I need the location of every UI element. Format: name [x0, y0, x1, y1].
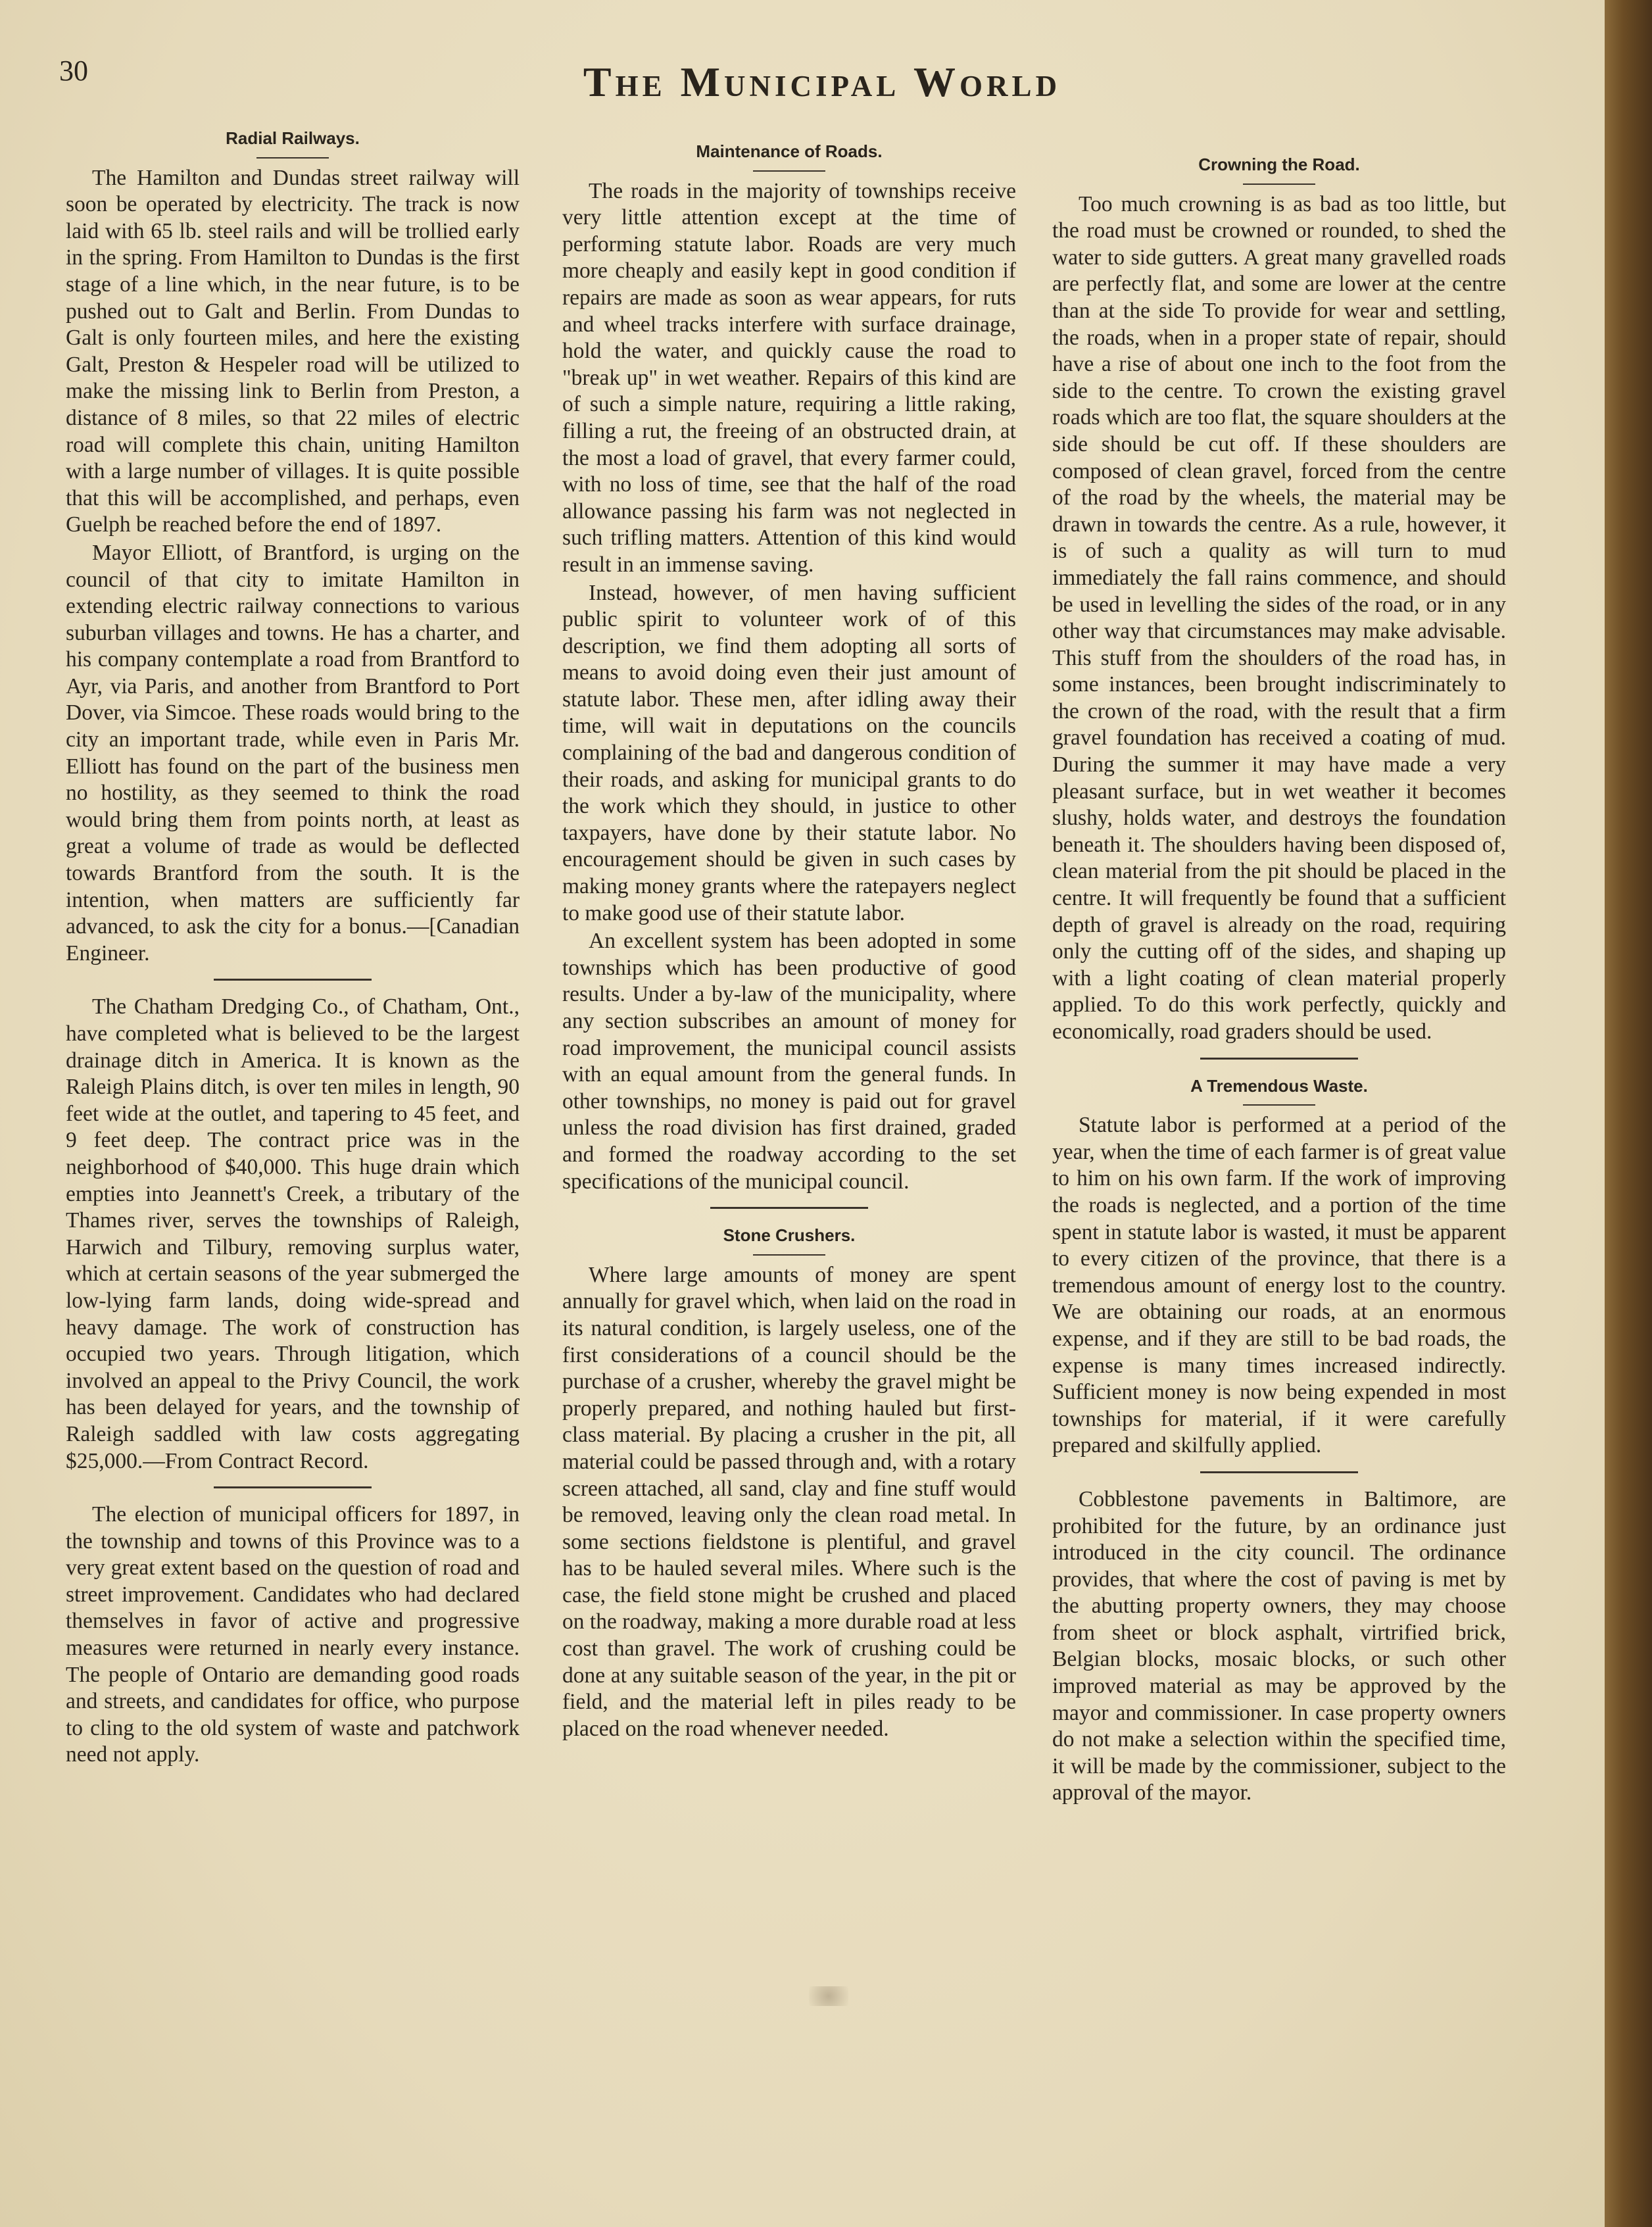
- section-divider: [1200, 1058, 1358, 1060]
- masthead: The Municipal World: [583, 59, 1061, 105]
- article-paragraph: The Hamilton and Dundas street railway will soon be operated by electricity. The track is now laid with 65 lb. steel rails and will be trollied early in the spring. From Hamilton to Dundas is the first stage of a line which, in the near future, is to be pushed out to Galt and Berlin. From Dundas to Galt is only fourteen miles, and here the existing Galt, Preston & Hespeler road will be utilized to make the missing link to Berlin from Preston, a distance of 8 miles, so that 22 miles of electric road will complete this chain, uniting Hamilton with a large number of villages. It is quite possible that this will be accomplished, and perhaps, even Guelph be reached before the end of 1897.: [66, 165, 520, 537]
- column-3: [1052, 112, 1506, 1807]
- article-paragraph: An excellent system has been adopted in some townships which has been productive of good results. Under a by-law of the municipality, where any section subscribes an amount of money for road improvement, the municipal council assists with an equal amount from the general funds. In other townships, no money is paid out for gravel unless the road division has first drained, graded and formed the roadway according to the set specifications of the municipal council.: [562, 929, 1016, 1194]
- article-paragraph: Cobblestone pavements in Baltimore, are prohibited for the future, by an ordinance just introduced in the city council. The ordinance provides, that where the cost of paving is met by the abutting property owners, they may choose from sheet or block asphalt, virtrified brick, Belgian blocks, mosaic blocks, or such other improved material as may be approved by the mayor and commissioner. In case property owners do not make a selection within the specified time, it will be made by the commissioner, subject to the approval of the mayor.: [1052, 1486, 1506, 1805]
- book-spine: [1605, 0, 1652, 2227]
- article-paragraph: The roads in the majority of townships receive very little attention except at the time of performing statute labor. Roads are very much more cheaply and easily kept in good condition if repairs are made as soon as wear appears, for ruts and wheel tracks interfere with surface drainage, hold the water, and quickly cause the road to "break up" in wet weather. Repairs of this kind are of such a simple nature, requiring a little raking, filling a rut, the freeing of an obstructed drain, at the most a load of gravel, that every farmer could, with no loss of time, see that the half of the road allowance passing his farm was not neglected in such trifling matters. Attention of this kind would result in an immense saving.: [562, 178, 1016, 577]
- section-divider: [214, 979, 372, 981]
- section-divider: [710, 1207, 868, 1209]
- heading-stone-crushers: Stone Crushers.: [723, 1225, 856, 1246]
- short-rule: [1243, 1104, 1315, 1106]
- short-rule: [1243, 184, 1315, 185]
- section-divider: [1200, 1471, 1358, 1473]
- article-paragraph: The Chatham Dredging Co., of Chatham, Ont., have completed what is believed to be the largest drainage ditch in America. It is known as the Raleigh Plains ditch, is over ten miles in length, 90 feet wide at the outlet, and tapering to 45 feet, and 9 feet deep. The contract price was in the neighborhood of $40,000. This huge drain which empties into Jeannett's Creek, a tributary of the Thames river, serves the townships of Raleigh, Harwich and Tilbury, removing surplus water, which at certain seasons of the year submerged the low-lying farm lands, doing wide-spread and heavy damage. The work of construction has occupied two years. Through litigation, which involved an appeal to the Privy Council, the work has been delayed for years, and the township of Raleigh saddled with law costs aggregating $25,000.—From Contract Record.: [66, 994, 520, 1473]
- article-paragraph: Mayor Elliott, of Brantford, is urging on the council of that city to imitate Hamilton in extending electric railway connections to various suburban villages and towns. He has a charter, and his company contemplate a road from Brantford to Ayr, via Paris, and another from Brantford to Port Dover, via Simcoe. These roads would bring to the city an important trade, while even in Paris Mr. Elliott has found on the part of the business men no hostility, as they seemed to think the road would bring them from points north, at least as great a volume of trade as would be deflected towards Brantford from the south. It is the intention, when matters are sufficiently far advanced, to ask the city for a bonus.—[Canadian Engineer.: [66, 540, 520, 966]
- article-paragraph: Instead, however, of men having sufficient public spirit to volunteer work of of this description, we find them adopting all sorts of means to avoid doing even their just amount of statute labor. These men, after idling away their time, will wait in deputations on the councils complaining of the bad and dangerous condition of their roads, and asking for municipal grants to do the work which they should, in justice to other taxpayers, have done by their statute labor. No encouragement should be given in such cases by making money grants where the ratepayers neglect to make good use of their statute labor.: [562, 580, 1016, 925]
- heading-maintenance-of-roads: Maintenance of Roads.: [696, 141, 883, 161]
- heading-a-tremendous-waste: A Tremendous Waste.: [1190, 1075, 1368, 1096]
- heading-crowning-the-road: Crowning the Road.: [1198, 155, 1360, 174]
- section-divider: [214, 1486, 372, 1488]
- column-1: [66, 112, 520, 1769]
- short-rule: [753, 170, 825, 172]
- page-number: 30: [59, 55, 88, 87]
- article-paragraph: Statute labor is performed at a period of the year, when the time of each farmer is of great value to him on his own farm. If the work of improving the roads is neglected, and a portion of the time spent in statute labor is wasted, it must be apparent to every citizen of the province, that there is a tremendous amount of energy lost to the country. We are obtaining our roads, at an enormous expense, and if they are still to be bad roads, the expense is many times increased indirectly. Sufficient money is now being expended in most townships for material, if it were carefully prepared and skilfully applied.: [1052, 1113, 1506, 1458]
- column-2: [562, 112, 1016, 1742]
- article-paragraph: Too much crowning is as bad as too little, but the road must be crowned or rounded, to shed the water to side gutters. A great many gravelled roads are perfectly flat, and some are lower at the centre than at the side To provide for wear and settling, the roads, when in a proper state of repair, should have a rise of about one inch to the foot from the side to the centre. To crown the existing gravel roads which are too flat, the square shoulders at the side should be cut off. If these shoulders are composed of clean gravel, forced from the centre of the road by the wheels, the material may be drawn in towards the centre. As a rule, however, it is of such a quality as will turn to mud immediately the fall rains commence, and should be used in levelling the sides of the road, or in any other way that circumstances may make advisable. This stuff from the shoulders of the road has, in some instances, been brought indiscriminately to the crown of the road, with the result that a firm gravel foundation has received a coating of mud. During the summer it may have made a very pleasant surface, but in wet weather it becomes slushy, holds water, and destroys the foundation beneath it. The shoulders having been disposed of, clean material from the pit should be placed in the centre. It will frequently be found that a sufficient depth of gravel is already on the road, requiring only the cutting off of the sides, and shaping up with a light coating of clean material properly applied. To do this work perfectly, quickly and economically, road graders should be used.: [1052, 191, 1506, 1044]
- short-rule: [753, 1254, 825, 1256]
- short-rule: [256, 157, 329, 159]
- heading-radial-railways: Radial Railways.: [226, 128, 360, 148]
- article-paragraph: Where large amounts of money are spent annually for gravel which, when laid on the road in its natural condition, is largely useless, one of the first considerations of a council should be the purchase of a crusher, whereby the gravel might be properly prepared, and nothing hauled but first-class material. By placing a crusher in the pit, all material could be passed through and, with a rotary screen attached, all sand, clay and fine stuff would be removed, leaving only the clean road metal. In some sections fieldstone is plentiful, and gravel has to be hauled several miles. Where such is the case, the field stone might be crushed and placed on the roadway, making a more durable road at less cost than gravel. The work of crushing could be done at any suitable season of the year, in the pit or field, and the material left in piles ready to be placed on the road whenever needed.: [562, 1262, 1016, 1741]
- article-paragraph: The election of municipal officers for 1897, in the township and towns of this Province was to a very great extent based on the question of road and street improvement. Candidates who had declared themselves in favor of active and progressive measures were returned in nearly every instance. The people of Ontario are demanding good roads and streets, and candidates for office, who purpose to cling to the old system of waste and patchwork need not apply.: [66, 1502, 520, 1767]
- ink-smudge: [809, 1986, 848, 2006]
